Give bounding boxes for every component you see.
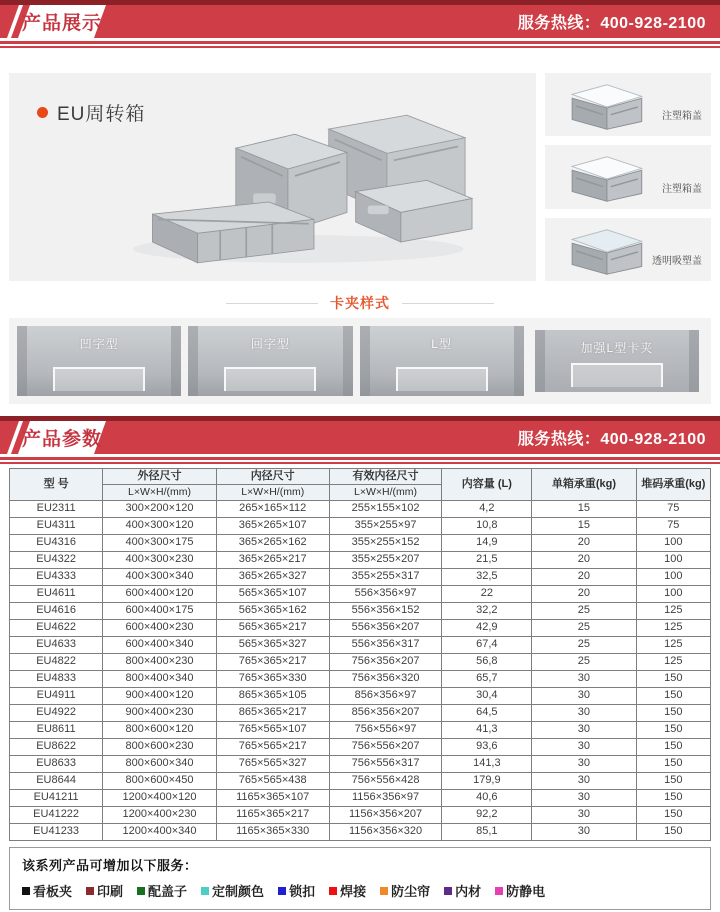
col-header-single-load: 单箱承重(kg) [532, 469, 636, 501]
stack-load-cell: 125 [636, 620, 710, 637]
table-row [10, 705, 711, 722]
lid-thumbnail [545, 218, 711, 281]
model-cell: EU8633 [10, 756, 103, 773]
capacity-cell: 56,8 [442, 654, 532, 671]
params-section-header [0, 416, 720, 454]
stack-load-cell: 75 [636, 518, 710, 535]
model-cell: EU4822 [10, 654, 103, 671]
table-row [10, 773, 711, 790]
stack-load-cell: 150 [636, 739, 710, 756]
services-box [9, 847, 711, 910]
capacity-cell: 42,9 [442, 620, 532, 637]
service-item [444, 881, 481, 900]
inner-dim-cell: 365×265×162 [216, 535, 329, 552]
inner-dim-cell: 265×165×112 [216, 501, 329, 518]
capacity-cell: 32,5 [442, 569, 532, 586]
color-square-icon [329, 887, 337, 895]
single-load-cell: 30 [532, 790, 636, 807]
effective-dim-cell: 756×356×320 [329, 671, 442, 688]
spec-table-body [10, 501, 711, 841]
table-row [10, 569, 711, 586]
inner-dim-cell: 765×565×438 [216, 773, 329, 790]
capacity-cell: 179,9 [442, 773, 532, 790]
capacity-cell: 4,2 [442, 501, 532, 518]
effective-dim-cell: 756×356×207 [329, 654, 442, 671]
model-cell: EU4616 [10, 603, 103, 620]
color-square-icon [86, 887, 94, 895]
capacity-cell: 30,4 [442, 688, 532, 705]
col-header-model: 型 号 [10, 469, 103, 501]
stack-load-cell: 125 [636, 637, 710, 654]
effective-dim-cell: 856×356×97 [329, 688, 442, 705]
col-header-inner: 内径尺寸 [216, 469, 329, 485]
lid-thumbnail [545, 145, 711, 208]
stack-load-cell: 150 [636, 790, 710, 807]
capacity-cell: 22 [442, 586, 532, 603]
effective-dim-cell: 556×356×207 [329, 620, 442, 637]
effective-dim-cell: 355×255×152 [329, 535, 442, 552]
capacity-cell: 65,7 [442, 671, 532, 688]
single-load-cell: 25 [532, 620, 636, 637]
clip-style-photo [531, 326, 703, 396]
outer-dim-cell: 900×400×230 [103, 705, 217, 722]
thumbnail-caption: 注塑箱盖 [662, 183, 702, 195]
model-cell: EU4833 [10, 671, 103, 688]
model-cell: EU4333 [10, 569, 103, 586]
clip-style-label: 加强L型卡夹 [580, 341, 654, 355]
model-cell: EU8622 [10, 739, 103, 756]
service-item [137, 881, 187, 900]
effective-dim-cell: 756×556×97 [329, 722, 442, 739]
title-line-right [402, 303, 494, 304]
clip-style-label: L型 [431, 337, 452, 351]
single-load-cell: 25 [532, 654, 636, 671]
clip-shape-icon [224, 367, 316, 391]
inner-dim-cell: 865×365×217 [216, 705, 329, 722]
table-row [10, 824, 711, 841]
service-hotline: 服务热线：400-928-2100 [517, 15, 706, 32]
divider-line [0, 462, 720, 464]
outer-dim-cell: 400×300×340 [103, 569, 217, 586]
table-row [10, 603, 711, 620]
clips-section-title: 卡夹样式 [330, 295, 390, 311]
table-row [10, 637, 711, 654]
inner-dim-cell: 1165×365×107 [216, 790, 329, 807]
outer-dim-cell: 600×400×230 [103, 620, 217, 637]
table-row [10, 688, 711, 705]
stack-load-cell: 150 [636, 722, 710, 739]
single-load-cell: 30 [532, 671, 636, 688]
title-banner [18, 421, 106, 454]
single-load-cell: 20 [532, 569, 636, 586]
single-load-cell: 20 [532, 586, 636, 603]
service-label: 看板夹 [33, 884, 73, 899]
outer-dim-cell: 800×600×230 [103, 739, 217, 756]
product-showcase [9, 73, 711, 281]
service-label: 配盖子 [148, 884, 188, 899]
outer-dim-cell: 400×300×120 [103, 518, 217, 535]
clip-style-label: 回字型 [250, 337, 290, 351]
clip-style-label: 凹字型 [79, 337, 119, 351]
model-cell: EU4316 [10, 535, 103, 552]
col-header-outer: 外径尺寸 [103, 469, 217, 485]
outer-dim-cell: 800×600×120 [103, 722, 217, 739]
table-row [10, 756, 711, 773]
col-header-stack-load: 堆码承重(kg) [636, 469, 710, 501]
model-cell: EU41233 [10, 824, 103, 841]
effective-dim-cell: 355×255×207 [329, 552, 442, 569]
service-label: 内材 [455, 884, 482, 899]
effective-dim-cell: 556×356×152 [329, 603, 442, 620]
capacity-cell: 32,2 [442, 603, 532, 620]
single-load-cell: 30 [532, 739, 636, 756]
outer-dim-cell: 400×300×175 [103, 535, 217, 552]
inner-dim-cell: 565×365×107 [216, 586, 329, 603]
capacity-cell: 85,1 [442, 824, 532, 841]
service-label: 印刷 [97, 884, 124, 899]
service-label: 焊接 [340, 884, 367, 899]
color-square-icon [201, 887, 209, 895]
service-label: 防静电 [506, 884, 546, 899]
section-title: 产品展示 [22, 13, 103, 34]
capacity-cell: 93,6 [442, 739, 532, 756]
single-load-cell: 30 [532, 773, 636, 790]
service-label: 防尘帘 [391, 884, 431, 899]
crates-illustration [104, 103, 484, 268]
single-load-cell: 30 [532, 807, 636, 824]
single-load-cell: 30 [532, 722, 636, 739]
stack-load-cell: 150 [636, 824, 710, 841]
capacity-cell: 41,3 [442, 722, 532, 739]
display-section-header [0, 0, 720, 38]
clip-shape-icon [396, 367, 488, 391]
outer-dim-cell: 1200×400×120 [103, 790, 217, 807]
model-cell: EU4322 [10, 552, 103, 569]
section-title: 产品参数 [22, 429, 103, 450]
clip-style-photo [188, 326, 352, 396]
effective-dim-cell: 556×356×97 [329, 586, 442, 603]
model-cell: EU2311 [10, 501, 103, 518]
model-cell: EU4311 [10, 518, 103, 535]
effective-dim-cell: 856×356×207 [329, 705, 442, 722]
inner-dim-cell: 365×265×217 [216, 552, 329, 569]
stack-load-cell: 150 [636, 705, 710, 722]
outer-dim-cell: 600×400×340 [103, 637, 217, 654]
effective-dim-cell: 355×255×317 [329, 569, 442, 586]
outer-dim-cell: 800×400×230 [103, 654, 217, 671]
thumbnail-caption: 透明吸塑盖 [652, 255, 702, 267]
effective-dim-cell: 556×356×317 [329, 637, 442, 654]
color-square-icon [495, 887, 503, 895]
stack-load-cell: 100 [636, 535, 710, 552]
model-cell: EU41211 [10, 790, 103, 807]
clip-shape-icon [571, 363, 663, 387]
table-row [10, 739, 711, 756]
table-row [10, 535, 711, 552]
outer-dim-cell: 1200×400×230 [103, 807, 217, 824]
table-row [10, 518, 711, 535]
model-cell: EU4611 [10, 586, 103, 603]
table-row [10, 620, 711, 637]
model-cell: EU4922 [10, 705, 103, 722]
effective-dim-cell: 756×556×428 [329, 773, 442, 790]
capacity-cell: 67,4 [442, 637, 532, 654]
table-row [10, 586, 711, 603]
service-label: 定制颜色 [212, 884, 265, 899]
outer-dim-cell: 600×400×175 [103, 603, 217, 620]
stack-load-cell: 150 [636, 671, 710, 688]
divider-line [0, 46, 720, 48]
inner-dim-cell: 765×565×327 [216, 756, 329, 773]
clips-panel [9, 318, 711, 404]
inner-dim-cell: 765×565×107 [216, 722, 329, 739]
stack-load-cell: 100 [636, 586, 710, 603]
color-square-icon [137, 887, 145, 895]
model-cell: EU4622 [10, 620, 103, 637]
model-cell: EU8644 [10, 773, 103, 790]
stack-load-cell: 150 [636, 688, 710, 705]
inner-dim-cell: 365×265×107 [216, 518, 329, 535]
inner-dim-cell: 765×565×217 [216, 739, 329, 756]
single-load-cell: 25 [532, 637, 636, 654]
capacity-cell: 10,8 [442, 518, 532, 535]
bullet-icon [37, 107, 48, 118]
outer-dim-cell: 800×600×340 [103, 756, 217, 773]
inner-dim-cell: 565×365×217 [216, 620, 329, 637]
thumbnail-caption: 注塑箱盖 [662, 111, 702, 123]
title-line-left [226, 303, 318, 304]
table-row [10, 722, 711, 739]
clip-style-photo [17, 326, 181, 396]
col-header-effective: 有效内径尺寸 [329, 469, 442, 485]
stack-load-cell: 100 [636, 569, 710, 586]
stack-load-cell: 125 [636, 654, 710, 671]
outer-dim-cell: 600×400×120 [103, 586, 217, 603]
col-subheader-dims: L×W×H/(mm) [216, 485, 329, 501]
inner-dim-cell: 865×365×105 [216, 688, 329, 705]
service-item [380, 881, 430, 900]
divider-line [0, 457, 720, 460]
table-row [10, 552, 711, 569]
box-with-lid-icon [555, 77, 655, 135]
thumbnail-rail [545, 73, 711, 281]
capacity-cell: 40,6 [442, 790, 532, 807]
outer-dim-cell: 800×600×450 [103, 773, 217, 790]
color-square-icon [278, 887, 286, 895]
single-load-cell: 20 [532, 535, 636, 552]
service-item [86, 881, 123, 900]
lid-thumbnail [545, 73, 711, 136]
inner-dim-cell: 765×365×217 [216, 654, 329, 671]
single-load-cell: 30 [532, 824, 636, 841]
title-banner [18, 5, 106, 38]
inner-dim-cell: 765×365×330 [216, 671, 329, 688]
single-load-cell: 15 [532, 501, 636, 518]
service-item [495, 881, 545, 900]
single-load-cell: 20 [532, 552, 636, 569]
capacity-cell: 141,3 [442, 756, 532, 773]
outer-dim-cell: 1200×400×340 [103, 824, 217, 841]
services-title: 该系列产品可增加以下服务： [22, 858, 198, 873]
stack-load-cell: 125 [636, 603, 710, 620]
product-photo-panel [9, 73, 536, 281]
color-square-icon [444, 887, 452, 895]
stack-load-cell: 150 [636, 773, 710, 790]
col-subheader-dims: L×W×H/(mm) [103, 485, 217, 501]
service-label: 锁扣 [289, 884, 316, 899]
stack-load-cell: 150 [636, 756, 710, 773]
clips-title-row [0, 294, 720, 312]
clip-style-photo [360, 326, 524, 396]
inner-dim-cell: 565×365×162 [216, 603, 329, 620]
capacity-cell: 64,5 [442, 705, 532, 722]
service-hotline: 服务热线：400-928-2100 [517, 431, 706, 448]
service-item [329, 881, 366, 900]
clip-shape-icon [53, 367, 145, 391]
single-load-cell: 30 [532, 705, 636, 722]
inner-dim-cell: 1165×365×330 [216, 824, 329, 841]
stack-load-cell: 150 [636, 807, 710, 824]
col-subheader-dims: L×W×H/(mm) [329, 485, 442, 501]
effective-dim-cell: 756×556×317 [329, 756, 442, 773]
box-with-lid-icon [555, 222, 655, 280]
outer-dim-cell: 300×200×120 [103, 501, 217, 518]
table-row [10, 654, 711, 671]
stack-load-cell: 100 [636, 552, 710, 569]
effective-dim-cell: 355×255×97 [329, 518, 442, 535]
inner-dim-cell: 1165×365×217 [216, 807, 329, 824]
effective-dim-cell: 1156×356×97 [329, 790, 442, 807]
services-items [22, 881, 698, 900]
color-square-icon [380, 887, 388, 895]
effective-dim-cell: 255×155×102 [329, 501, 442, 518]
effective-dim-cell: 756×556×207 [329, 739, 442, 756]
capacity-cell: 21,5 [442, 552, 532, 569]
single-load-cell: 30 [532, 756, 636, 773]
effective-dim-cell: 1156×356×320 [329, 824, 442, 841]
effective-dim-cell: 1156×356×207 [329, 807, 442, 824]
box-with-lid-icon [555, 149, 655, 207]
capacity-cell: 14,9 [442, 535, 532, 552]
spec-table-head [10, 469, 711, 501]
inner-dim-cell: 565×365×327 [216, 637, 329, 654]
inner-dim-cell: 365×265×327 [216, 569, 329, 586]
table-row [10, 807, 711, 824]
table-row [10, 671, 711, 688]
outer-dim-cell: 800×400×340 [103, 671, 217, 688]
table-row [10, 501, 711, 518]
single-load-cell: 15 [532, 518, 636, 535]
divider-line [0, 41, 720, 44]
model-cell: EU4911 [10, 688, 103, 705]
model-cell: EU8611 [10, 722, 103, 739]
stack-load-cell: 75 [636, 501, 710, 518]
service-item [278, 881, 315, 900]
capacity-cell: 92,2 [442, 807, 532, 824]
single-load-cell: 25 [532, 603, 636, 620]
service-item [201, 881, 264, 900]
color-square-icon [22, 887, 30, 895]
col-header-capacity: 内容量 (L) [442, 469, 532, 501]
spec-table [9, 468, 711, 841]
model-cell: EU41222 [10, 807, 103, 824]
single-load-cell: 30 [532, 688, 636, 705]
product-name: EU周转箱 [57, 104, 146, 125]
service-item [22, 881, 72, 900]
model-cell: EU4633 [10, 637, 103, 654]
table-row [10, 790, 711, 807]
outer-dim-cell: 400×300×230 [103, 552, 217, 569]
outer-dim-cell: 900×400×120 [103, 688, 217, 705]
